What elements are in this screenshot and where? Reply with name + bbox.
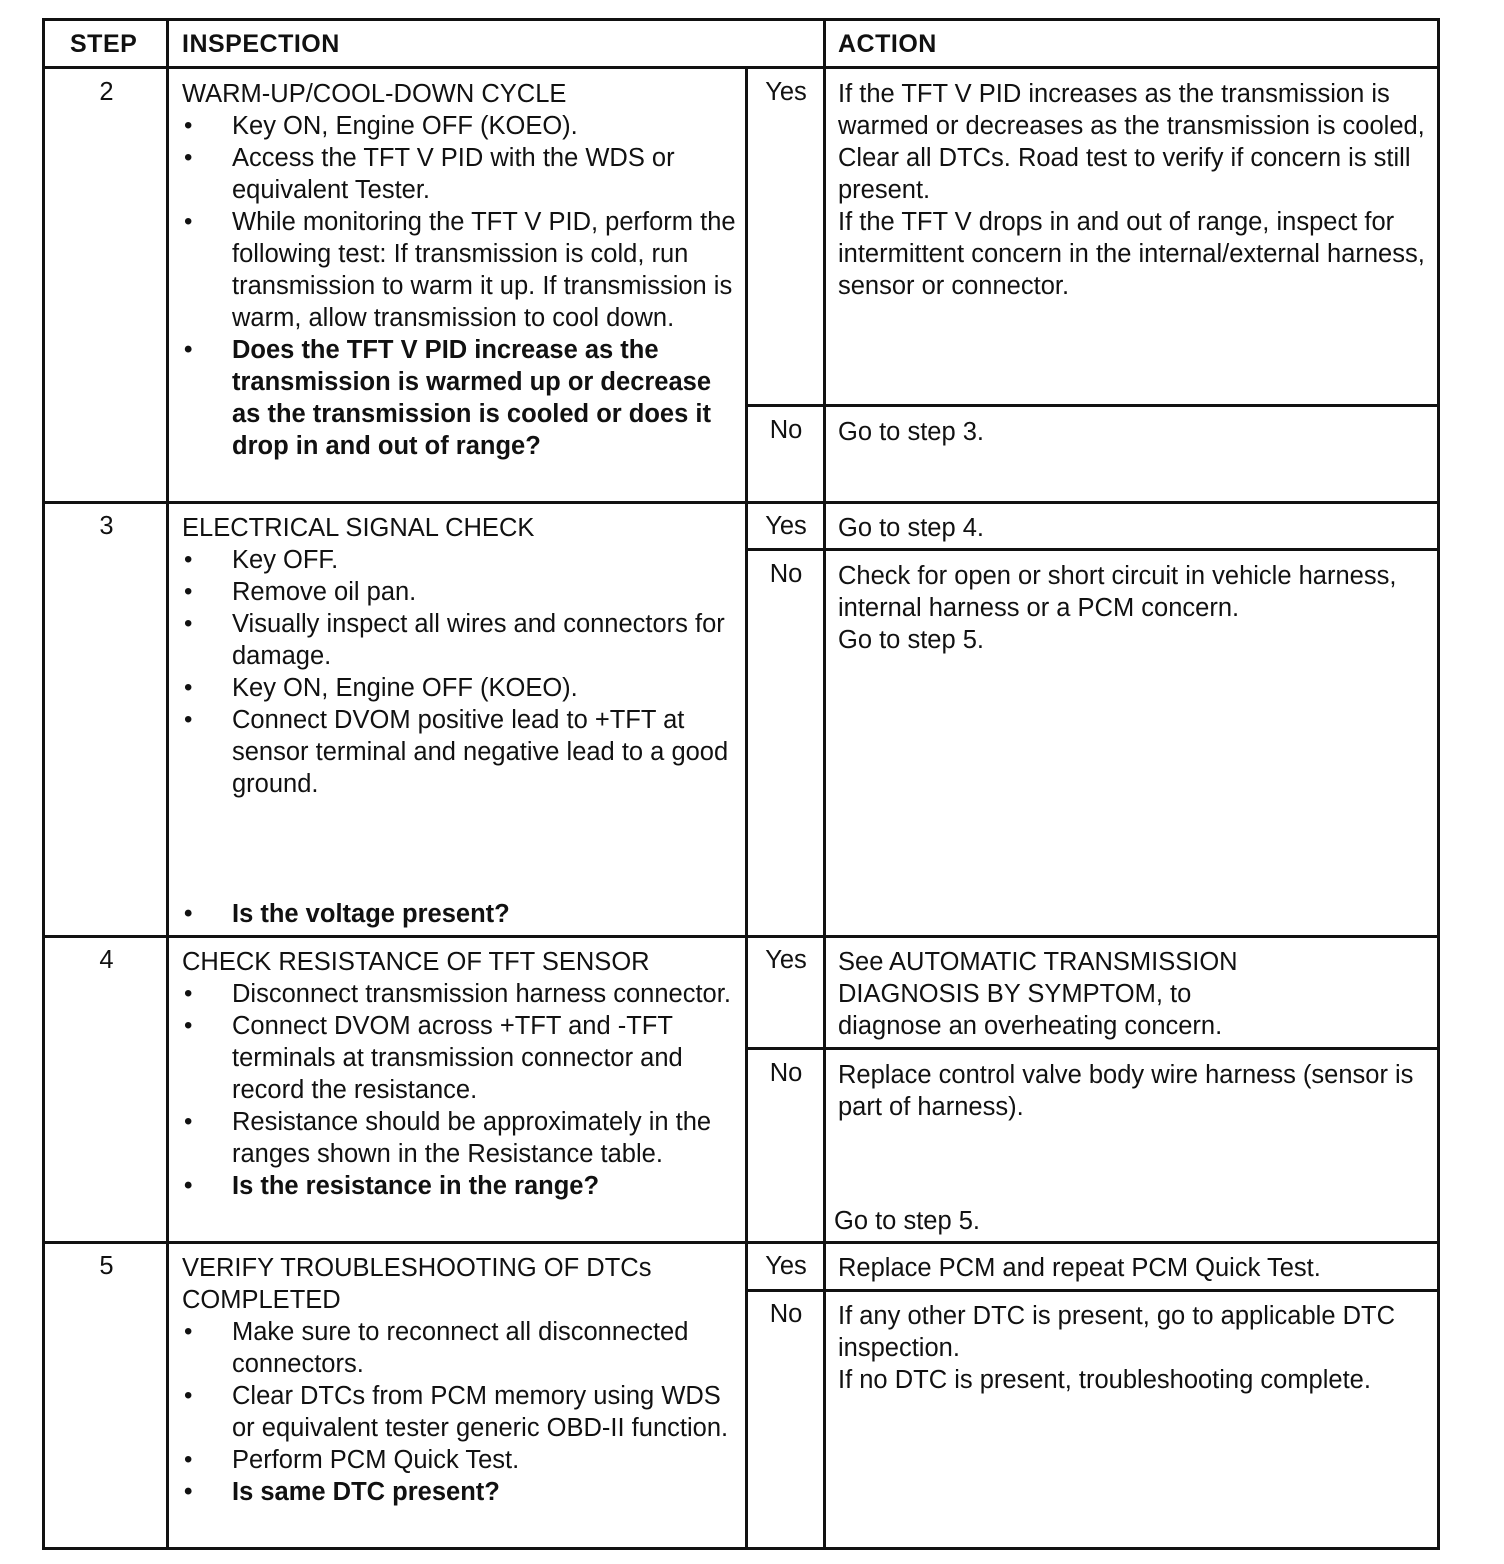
inspection-question: • Is same DTC present? xyxy=(182,1476,744,1508)
inspection-step: • Access the TFT V PID with the WDS or equivalent Tester. xyxy=(182,142,744,206)
header-step: STEP xyxy=(70,30,138,58)
inspection-step: • Key ON, Engine OFF (KOEO). xyxy=(182,110,744,142)
action-text: Go to step 4. xyxy=(838,514,985,542)
header-inspection: INSPECTION xyxy=(182,30,340,58)
action-text: If any other DTC is present, go to applicable DTC inspection. xyxy=(838,1302,1396,1362)
inspection-steps xyxy=(182,978,744,1202)
inspection-step: • Clear DTCs from PCM memory using WDS or equivalent tester generic OBD-II function. xyxy=(182,1380,744,1444)
action-text: Replace control valve body wire harness (sensor is part of harness). xyxy=(838,1061,1414,1121)
inspection-step: • Visually inspect all wires and connectors for damage. xyxy=(182,608,744,672)
inspection-cell xyxy=(182,512,744,800)
yes-label: Yes xyxy=(765,946,807,974)
row-divider xyxy=(42,501,1440,504)
inspection-steps xyxy=(182,1316,744,1508)
no-label: No xyxy=(769,416,803,444)
step-number: 5 xyxy=(99,1252,114,1280)
header-divider xyxy=(42,66,1440,69)
yes-no-divider xyxy=(745,404,1440,407)
row-divider xyxy=(42,935,1440,938)
column-divider xyxy=(745,66,748,1550)
inspection-question: • Does the TFT V PID increase as the transmission is warmed up or decrease as the transmission is cooled or does it drop in and out of range? xyxy=(182,334,744,462)
inspection-step: • Resistance should be approximately in the ranges shown in the Resistance table. xyxy=(182,1106,744,1170)
inspection-question-list xyxy=(182,898,744,930)
no-label: No xyxy=(769,560,803,588)
action-text: Replace PCM and repeat PCM Quick Test. xyxy=(838,1254,1321,1282)
no-action-footer: Go to step 5. xyxy=(834,1207,981,1235)
column-divider xyxy=(166,18,169,1550)
inspection-steps xyxy=(182,544,744,800)
column-divider xyxy=(823,18,826,1550)
action-text: If the TFT V PID increases as the transmission is warmed or decreases as the transmission is cooled, Clear all DTCs. Road test to verify if concern is still present. xyxy=(838,80,1425,204)
inspection-title: CHECK RESISTANCE OF TFT SENSOR xyxy=(182,948,650,976)
inspection-cell xyxy=(182,1252,744,1508)
inspection-title: WARM-UP/COOL-DOWN CYCLE xyxy=(182,80,567,108)
no-label: No xyxy=(769,1059,803,1087)
yes-action xyxy=(838,1252,1438,1284)
no-action xyxy=(838,416,1438,448)
yes-label: Yes xyxy=(765,1252,807,1280)
inspection-step: • Connect DVOM across +TFT and -TFT terminals at transmission connector and record the resistance. xyxy=(182,1010,744,1106)
inspection-title: VERIFY TROUBLESHOOTING OF DTCs COMPLETED xyxy=(182,1254,652,1314)
inspection-step: • Disconnect transmission harness connector. xyxy=(182,978,744,1010)
inspection-step: • Make sure to reconnect all disconnected connectors. xyxy=(182,1316,744,1380)
no-action xyxy=(838,560,1438,656)
action-text: If the TFT V drops in and out of range, inspect for intermittent concern in the internal/external harness, sensor or connector. xyxy=(838,208,1425,300)
inspection-step: • Key ON, Engine OFF (KOEO). xyxy=(182,672,744,704)
yes-no-divider xyxy=(745,1047,1440,1050)
yes-no-divider xyxy=(745,1289,1440,1292)
yes-action xyxy=(838,78,1438,302)
yes-no-divider xyxy=(745,548,1440,551)
inspection-steps xyxy=(182,110,744,462)
step-number: 2 xyxy=(99,78,114,106)
yes-label: Yes xyxy=(765,512,807,540)
yes-action xyxy=(838,512,1438,544)
inspection-question: • Is the resistance in the range? xyxy=(182,1170,744,1202)
action-text: Go to step 5. xyxy=(838,626,985,654)
action-text: Check for open or short circuit in vehicle harness, internal harness or a PCM concern. xyxy=(838,562,1397,622)
step-number: 4 xyxy=(99,946,114,974)
inspection-step: • Perform PCM Quick Test. xyxy=(182,1444,744,1476)
action-text: Go to step 3. xyxy=(838,418,985,446)
no-action xyxy=(838,1300,1438,1396)
row-divider xyxy=(42,1241,1440,1244)
header-action: ACTION xyxy=(838,30,937,58)
action-text: See AUTOMATIC TRANSMISSION DIAGNOSIS BY SYMPTOM, to diagnose an overheating concern. xyxy=(838,948,1238,1040)
action-text: If no DTC is present, troubleshooting complete. xyxy=(838,1366,1371,1394)
step-number: 3 xyxy=(99,512,114,540)
inspection-cell xyxy=(182,78,744,462)
yes-label: Yes xyxy=(765,78,807,106)
inspection-cell xyxy=(182,946,744,1202)
yes-action xyxy=(838,946,1288,1042)
no-label: No xyxy=(769,1300,803,1328)
inspection-step: • Remove oil pan. xyxy=(182,576,744,608)
inspection-step: • Key OFF. xyxy=(182,544,744,576)
inspection-step: • While monitoring the TFT V PID, perform the following test: If transmission is cold, run transmission to warm it up. If transmission is warm, allow transmission to cool down. xyxy=(182,206,744,334)
no-action xyxy=(838,1059,1438,1123)
inspection-step: • Connect DVOM positive lead to +TFT at sensor terminal and negative lead to a good ground. xyxy=(182,704,744,800)
inspection-question: • Is the voltage present? xyxy=(182,898,744,930)
inspection-title: ELECTRICAL SIGNAL CHECK xyxy=(182,514,535,542)
